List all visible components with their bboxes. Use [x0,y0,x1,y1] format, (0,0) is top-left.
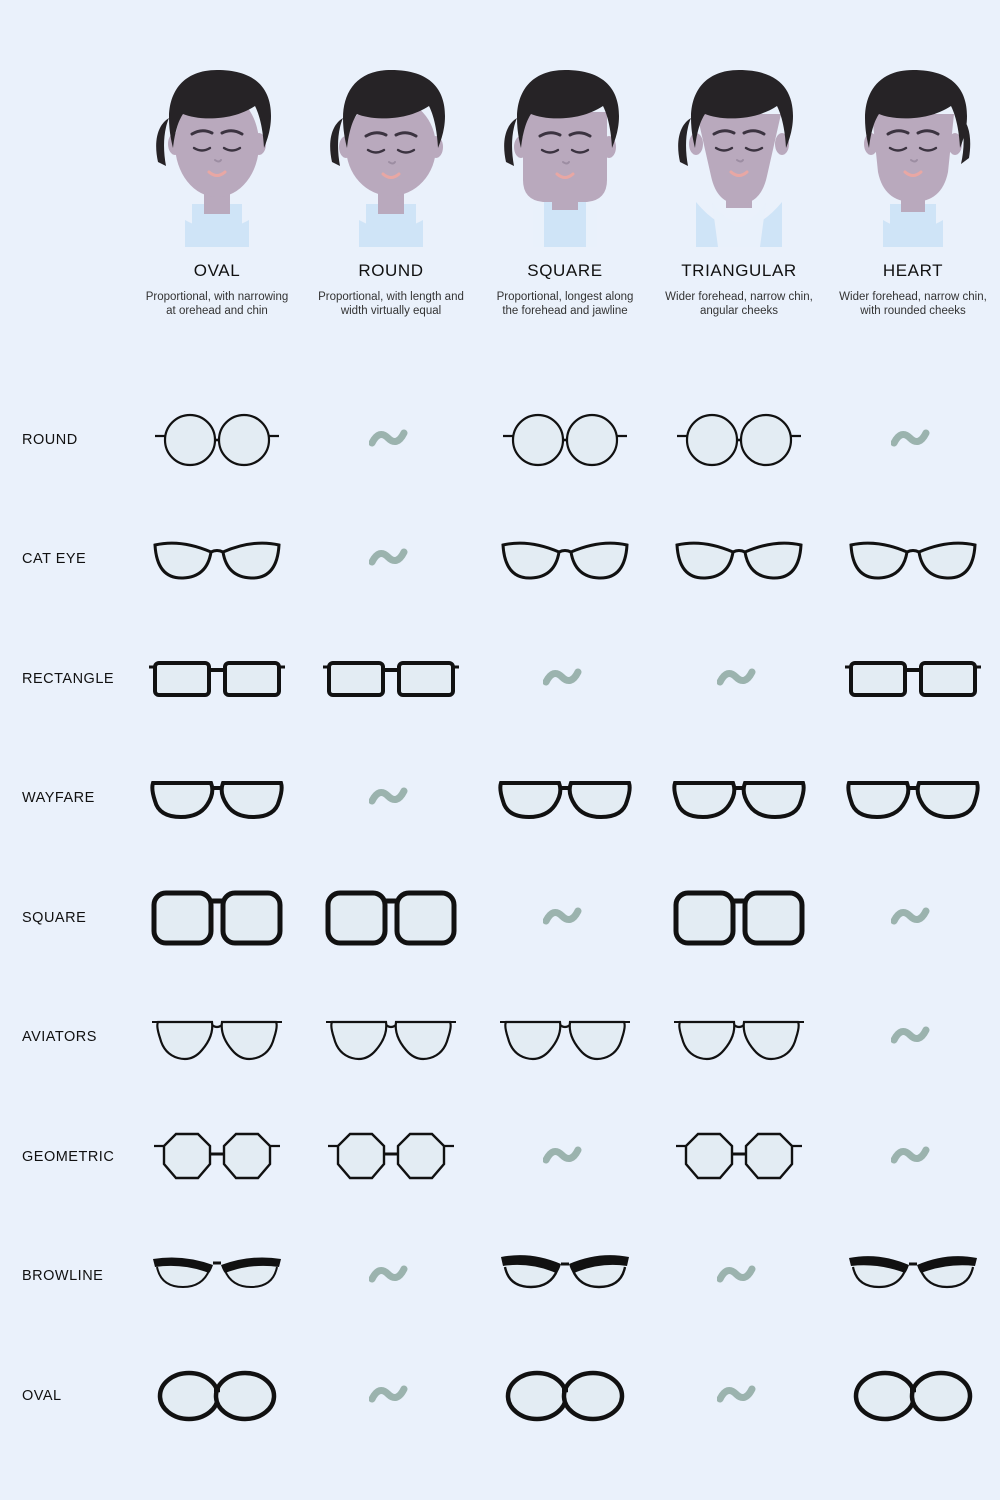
cell-browline-heart [826,1217,1000,1337]
table-row [0,1097,1000,1217]
face-illustration-round [304,52,478,247]
square-glasses-icon [323,885,459,951]
face-cell-round [304,52,478,362]
wayfare-glasses-icon [149,769,285,827]
squiggle-icon [543,1144,587,1170]
face-description: Wider forehead, narrow chin, angular cheeks [665,291,813,317]
wayfare-glasses-icon [845,769,981,827]
cell-wayfare-oval [130,739,304,859]
cell-geometric-round [304,1097,478,1217]
face-title: TRIANGULAR [681,261,797,280]
oval-glasses-icon [500,1368,630,1424]
geometric-glasses-icon [326,1128,456,1186]
geometric-glasses-icon [674,1128,804,1186]
frame-row-label: AVIATORS [22,1029,97,1046]
cell-rectangle-square [478,619,652,739]
squiggle-icon [717,666,761,692]
cell-rectangle-triangular [652,619,826,739]
squiggle-icon [891,905,935,931]
browline-glasses-icon [149,1251,285,1301]
cell-oval-triangular [652,1336,826,1456]
geometric-glasses-icon [152,1128,282,1186]
face-illustration-triangular [652,52,826,247]
cell-cateye-heart [826,500,1000,620]
table-row [0,380,1000,500]
cell-square-triangular [652,858,826,978]
round-glasses-icon [674,410,804,470]
table-row [0,978,1000,1098]
cell-aviators-square [478,978,652,1098]
frame-row-label: RECTANGLE [22,670,115,687]
cell-cateye-round [304,500,478,620]
squiggle-icon [891,1144,935,1170]
face-header-row [130,52,1000,362]
face-description: Proportional, longest along the forehead and jawline [496,291,634,317]
face-description: Proportional, with length and width virtually equal [318,291,464,317]
oval-glasses-icon [152,1368,282,1424]
rectangle-glasses-icon [845,651,981,707]
cell-rectangle-heart [826,619,1000,739]
wayfare-glasses-icon [671,769,807,827]
cell-aviators-round [304,978,478,1098]
cell-browline-oval [130,1217,304,1337]
cat-eye-glasses-icon [671,528,807,590]
frame-row-label: GEOMETRIC [22,1148,115,1165]
face-illustration-square [478,52,652,247]
squiggle-icon [369,546,413,572]
table-row [0,739,1000,859]
square-glasses-icon [671,885,807,951]
browline-glasses-icon [845,1251,981,1301]
table-row [0,500,1000,620]
wayfare-glasses-icon [497,769,633,827]
oval-glasses-icon [848,1368,978,1424]
rectangle-glasses-icon [323,651,459,707]
cat-eye-glasses-icon [845,528,981,590]
cell-wayfare-square [478,739,652,859]
face-title: SQUARE [527,261,603,280]
squiggle-icon [891,1024,935,1050]
squiggle-icon [717,1263,761,1289]
cell-geometric-triangular [652,1097,826,1217]
cell-browline-round [304,1217,478,1337]
squiggle-icon [717,1383,761,1409]
aviator-glasses-icon [326,1008,456,1066]
face-cell-heart [826,52,1000,362]
cell-oval-square [478,1336,652,1456]
face-description: Proportional, with narrowing at orehead and chin [145,291,289,317]
cell-geometric-oval [130,1097,304,1217]
browline-glasses-icon [497,1251,633,1301]
cell-square-round [304,858,478,978]
cat-eye-glasses-icon [497,528,633,590]
face-title: OVAL [193,261,241,280]
table-row [0,619,1000,739]
cell-wayfare-triangular [652,739,826,859]
cell-square-heart [826,858,1000,978]
squiggle-icon [369,1263,413,1289]
frame-row-label: OVAL [22,1387,62,1404]
frame-row-label: SQUARE [22,909,87,926]
face-title: HEART [882,261,944,280]
frame-grid [0,380,1000,1456]
cell-square-oval [130,858,304,978]
cell-geometric-heart [826,1097,1000,1217]
cell-aviators-oval [130,978,304,1098]
cell-aviators-triangular [652,978,826,1098]
aviator-glasses-icon [500,1008,630,1066]
frame-row-label: BROWLINE [22,1268,104,1285]
face-cell-oval [130,52,304,362]
face-description: Wider forehead, narrow chin, with rounded cheeks [839,291,987,317]
cell-round-heart [826,380,1000,500]
cell-browline-triangular [652,1217,826,1337]
cell-oval-heart [826,1336,1000,1456]
cell-wayfare-heart [826,739,1000,859]
cell-square-square [478,858,652,978]
face-title: ROUND [358,261,424,280]
cat-eye-glasses-icon [149,528,285,590]
frame-row-label: CAT EYE [22,551,87,568]
cell-aviators-heart [826,978,1000,1098]
square-glasses-icon [149,885,285,951]
round-glasses-icon [500,410,630,470]
cell-round-oval [130,380,304,500]
cell-round-triangular [652,380,826,500]
squiggle-icon [369,785,413,811]
face-illustration-oval [130,52,304,247]
cell-geometric-square [478,1097,652,1217]
frame-row-label: WAYFARE [22,790,95,807]
cell-round-square [478,380,652,500]
table-row [0,1336,1000,1456]
cell-browline-square [478,1217,652,1337]
squiggle-icon [369,1383,413,1409]
aviator-glasses-icon [674,1008,804,1066]
table-row [0,1217,1000,1337]
squiggle-icon [543,905,587,931]
cell-oval-round [304,1336,478,1456]
cell-oval-oval [130,1336,304,1456]
cell-rectangle-round [304,619,478,739]
rectangle-glasses-icon [149,651,285,707]
cell-cateye-square [478,500,652,620]
cell-round-round [304,380,478,500]
face-illustration-heart [826,52,1000,247]
face-cell-square [478,52,652,362]
squiggle-icon [891,427,935,453]
round-glasses-icon [152,410,282,470]
squiggle-icon [543,666,587,692]
frame-row-label: ROUND [22,431,78,448]
cell-cateye-oval [130,500,304,620]
cell-wayfare-round [304,739,478,859]
cell-cateye-triangular [652,500,826,620]
face-cell-triangular [652,52,826,362]
squiggle-icon [369,427,413,453]
cell-rectangle-oval [130,619,304,739]
table-row [0,858,1000,978]
aviator-glasses-icon [152,1008,282,1066]
